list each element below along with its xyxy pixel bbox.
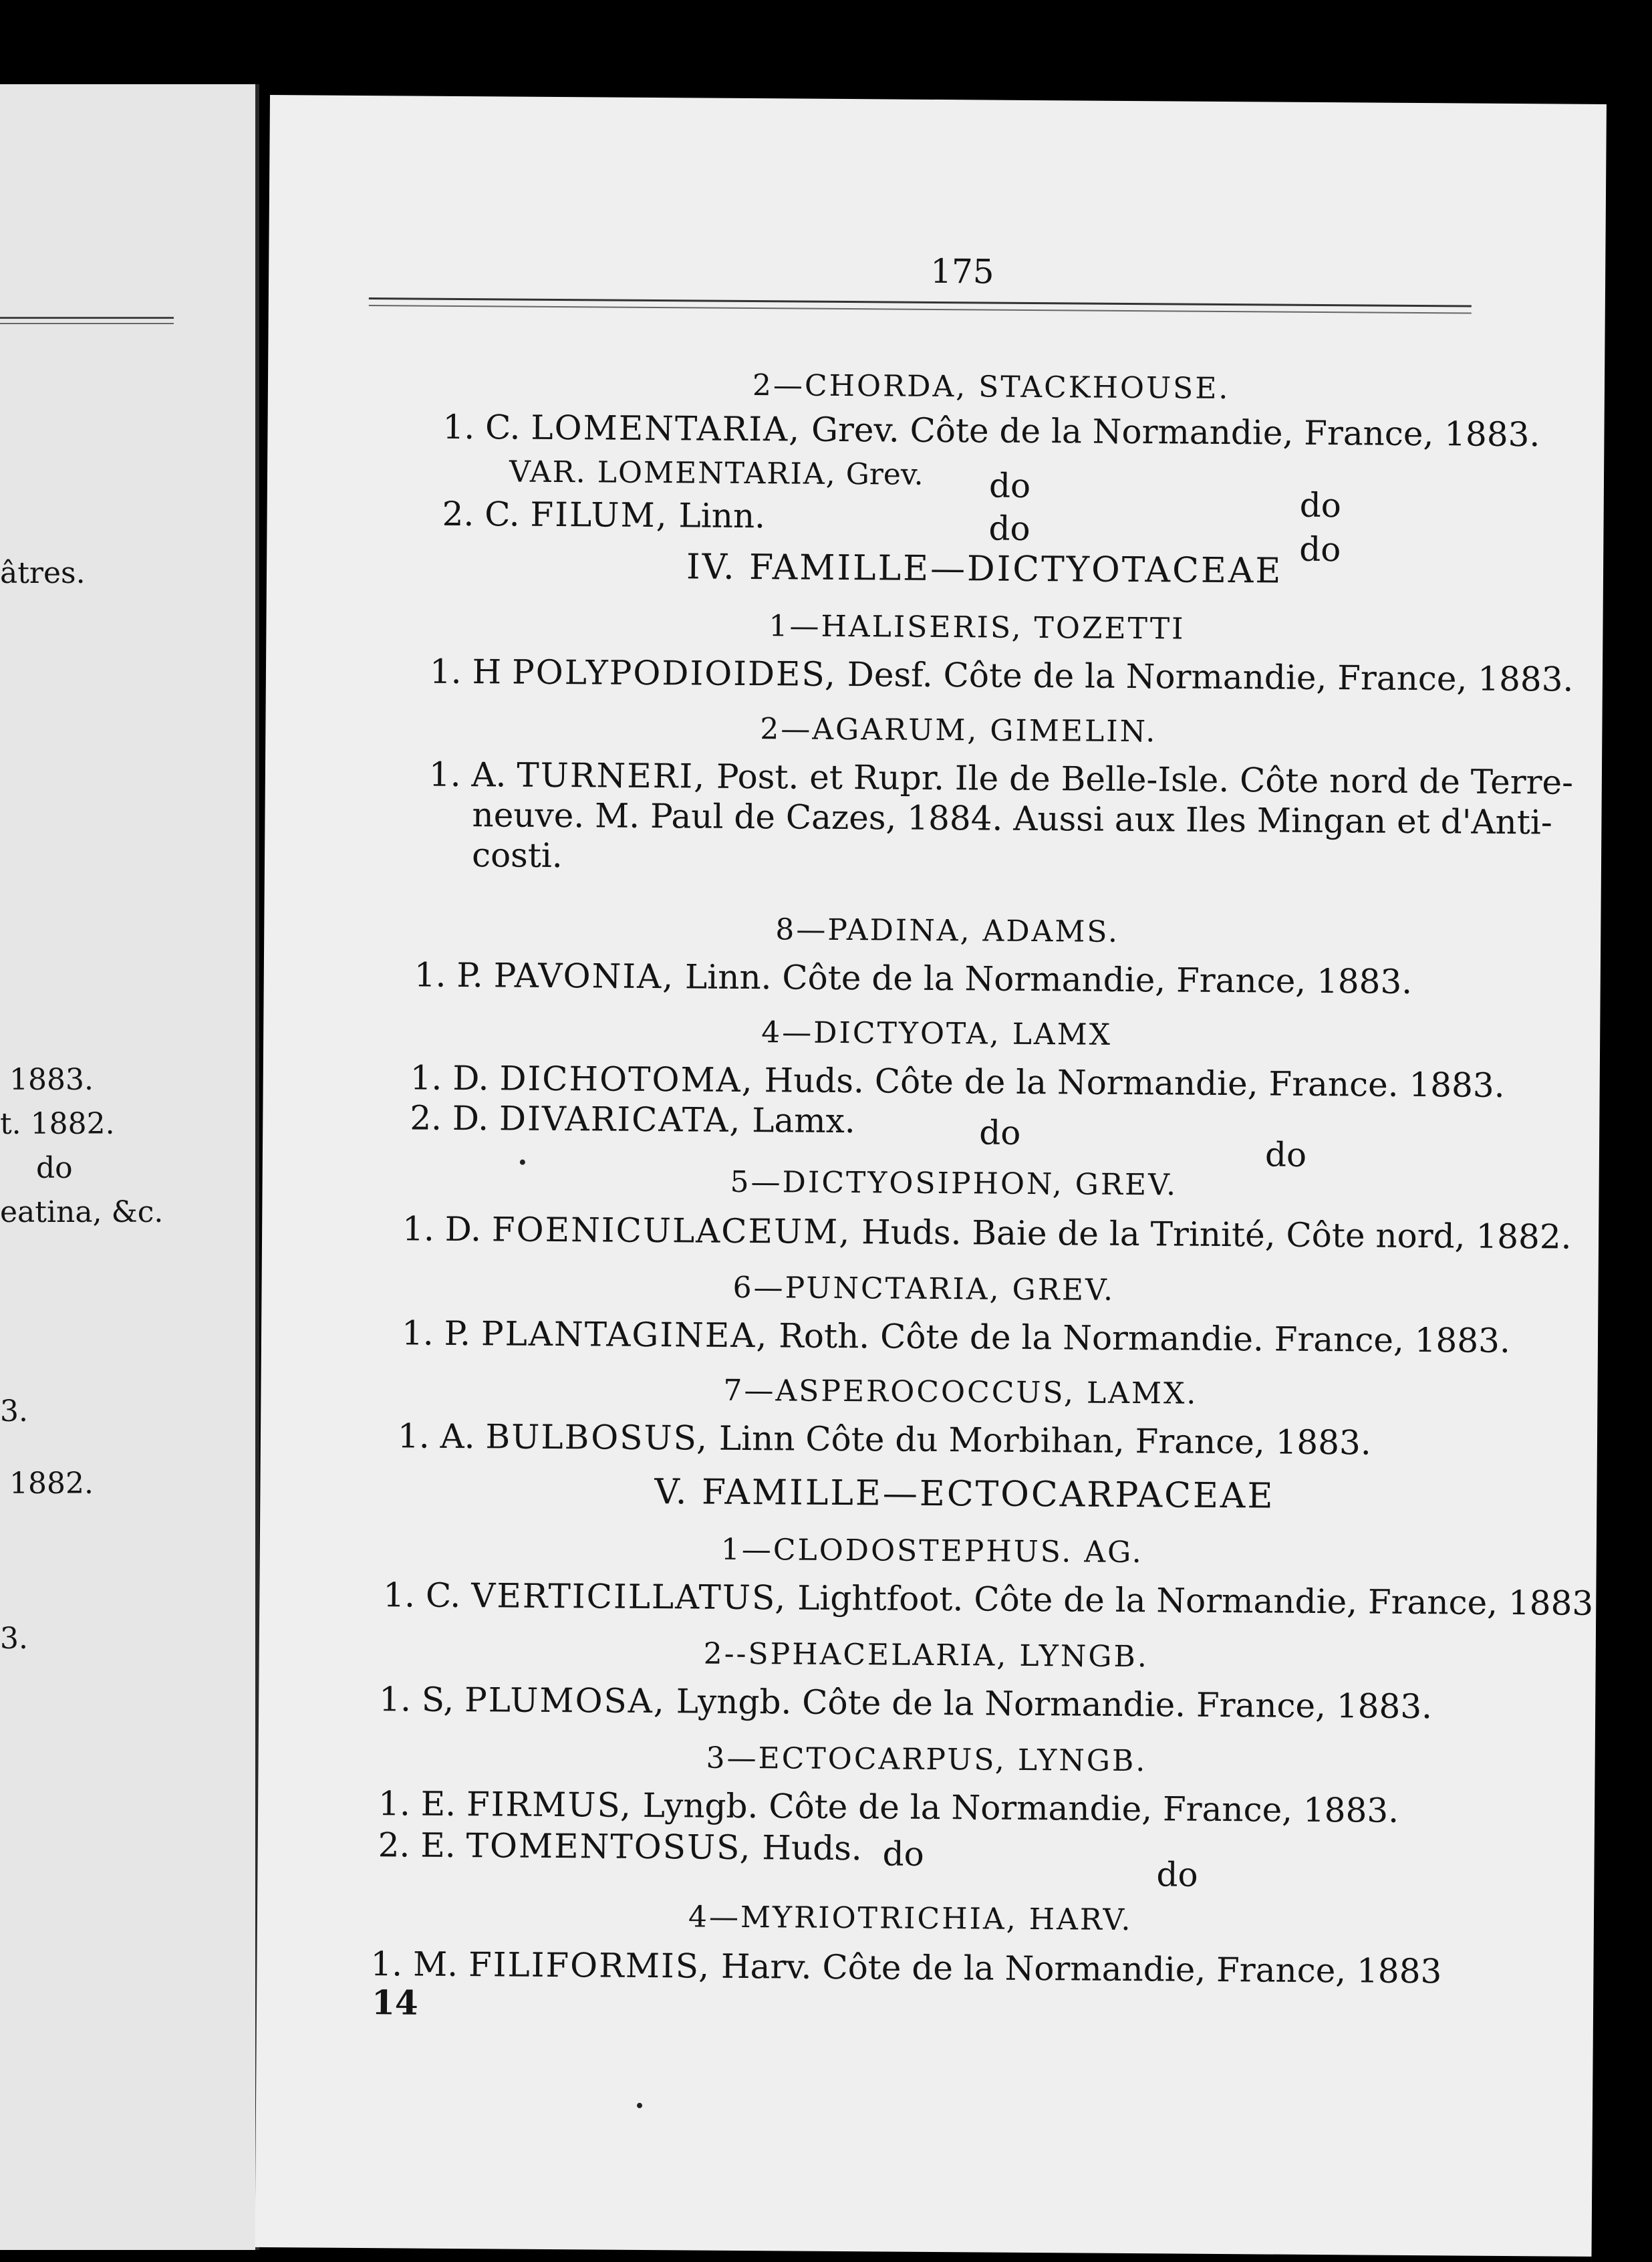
text-fragment: 1882.	[9, 1467, 94, 1501]
ditto-mark: do	[1264, 1135, 1307, 1174]
signature-mark: 14	[371, 1983, 418, 2023]
family-heading: IV. FAMILLE—DICTYOTACEAE	[686, 547, 1283, 592]
ink-speck	[520, 1160, 525, 1165]
genus-heading: 8—PADINA, ADAMS.	[775, 912, 1120, 949]
genus-heading: 1—CLODOSTEPHUS. AG.	[720, 1532, 1143, 1570]
ditto-mark: do	[988, 509, 1030, 548]
species-entry	[378, 1826, 862, 1868]
entry-continuation: costi.	[471, 836, 563, 876]
text-fragment: do	[36, 1151, 73, 1185]
text-fragment: 1883.	[9, 1063, 94, 1097]
entry-continuation: neuve. M. Paul de Cazes, 1884. Aussi aux Iles Mingan et d'Anti-	[472, 795, 1552, 842]
ditto-mark: do	[1156, 1855, 1198, 1894]
genus-heading: 2—CHORDA, STACKHOUSE.	[752, 368, 1230, 406]
species-entry	[414, 955, 1413, 1001]
page-number: 175	[930, 251, 994, 291]
species-entry	[383, 1576, 1605, 1623]
genus-heading: 5—DICTYOSIPHON, GREV.	[730, 1164, 1178, 1203]
ditto-mark: do	[988, 466, 1031, 505]
species-name: TOMENTOSUS,	[466, 1826, 752, 1868]
species-name: FILUM,	[530, 495, 668, 535]
ink-speck	[637, 2103, 642, 2108]
species-entry	[401, 1313, 1511, 1361]
entry-text: Grev.	[845, 457, 924, 492]
species-entry	[397, 1416, 1371, 1463]
species-name: PLUMOSA,	[464, 1680, 666, 1721]
text-fragment: eatina, &c.	[0, 1195, 164, 1229]
ditto-mark: do	[978, 1113, 1021, 1152]
entry-number: 2. C.	[442, 494, 520, 534]
genus-heading: 2--SPHACELARIA, LYNGB.	[703, 1636, 1149, 1674]
species-entry	[410, 1098, 855, 1141]
genus-heading: 2—AGARUM, GIMELIN.	[760, 712, 1157, 749]
species-entry	[370, 1944, 1442, 1991]
entry-text: Post. et Rupr. Ile de Belle-Isle. Côte nord de Terre-	[716, 757, 1574, 802]
species-entry	[410, 1058, 1505, 1105]
genus-heading: 4—MYRIOTRICHIA, HARV.	[688, 1900, 1133, 1938]
previous-page-fragment	[0, 84, 259, 2250]
species-name: POLYPODIOIDES,	[511, 652, 837, 694]
species-name: FOENICULACEUM,	[491, 1210, 851, 1252]
entry-text: Lyngb. Côte de la Normandie, France, 1883.	[642, 1785, 1399, 1830]
species-name: LOMENTARIA,	[531, 408, 801, 449]
ditto-mark: do	[1299, 529, 1341, 570]
entry-text: Huds. Baie de la Trinité, Côte nord, 1882.	[861, 1213, 1572, 1257]
entry-text: Harv. Côte de la Normandie, France, 1883	[720, 1946, 1442, 1991]
text-fragment: 3.	[0, 1394, 28, 1428]
entry-text: Grev. Côte de la Normandie, France, 1883.	[811, 410, 1540, 455]
entry-number: 1. P.	[414, 955, 484, 995]
ditto-mark: do	[1299, 485, 1342, 525]
species-name: VERTICILLATUS,	[471, 1576, 787, 1618]
entry-text: Lightfoot. Côte de la Normandie, France, 1883.	[797, 1578, 1605, 1623]
ditto-mark: do	[882, 1834, 924, 1874]
species-name: DICHOTOMA,	[499, 1059, 754, 1100]
family-heading: V. FAMILLE—ECTOCARPACEAE	[654, 1472, 1275, 1517]
text-fragment: âtres.	[0, 556, 86, 590]
entry-number: 1. D.	[402, 1209, 482, 1249]
species-entry	[429, 652, 1574, 699]
species-name: PLANTAGINEA,	[480, 1314, 769, 1356]
entry-text: Huds.	[762, 1828, 862, 1868]
header-rule	[369, 297, 1472, 314]
entry-text: Linn. Côte de la Normandie, France, 1883.	[684, 957, 1413, 1001]
text-fragment: 3.	[0, 1622, 28, 1656]
genus-heading: 4—DICTYOTA, LAMX	[761, 1015, 1113, 1052]
entry-text: Roth. Côte de la Normandie. France, 1883.	[779, 1316, 1511, 1361]
entry-number: 1. E.	[378, 1784, 456, 1824]
entry-number: 2. D.	[410, 1098, 489, 1138]
book-page	[255, 95, 1607, 2257]
species-name: FILIFORMIS,	[468, 1945, 711, 1986]
entry-number: 1. M.	[370, 1944, 458, 1985]
genus-heading: 1—HALISERIS, TOZETTI	[769, 609, 1186, 646]
header-rule	[0, 317, 174, 324]
entry-number: 1. P.	[401, 1313, 471, 1354]
genus-heading: 6—PUNCTARIA, GREV.	[732, 1270, 1115, 1307]
entry-text: Linn.	[678, 496, 766, 536]
genus-heading: 3—ECTOCARPUS, LYNGB.	[706, 1741, 1147, 1779]
species-entry	[442, 407, 1540, 455]
species-name: DIVARICATA,	[499, 1099, 742, 1140]
entry-text: Lyngb. Côte de la Normandie. France, 1883.	[676, 1682, 1433, 1727]
entry-number: 1. C.	[442, 407, 521, 447]
entry-number: 1. H	[429, 652, 502, 692]
species-name: PAVONIA,	[493, 956, 675, 997]
species-entry	[378, 1784, 1399, 1830]
entry-text: Huds. Côte de la Normandie, France. 1883.	[764, 1061, 1505, 1105]
species-entry	[509, 455, 924, 492]
entry-number: 1. D.	[410, 1058, 489, 1098]
species-name: FIRMUS,	[466, 1785, 633, 1825]
species-entry	[379, 1680, 1433, 1727]
species-entry	[428, 755, 1574, 802]
species-entry	[442, 494, 766, 536]
species-name: TURNERI,	[517, 755, 706, 796]
species-name: VAR. LOMENTARIA,	[509, 455, 837, 491]
text-fragment: t. 1882.	[0, 1107, 115, 1141]
entry-number: 1. S,	[379, 1680, 454, 1719]
entry-text: Linn Côte du Morbihan, France, 1883.	[718, 1418, 1371, 1463]
entry-number: 1. A.	[397, 1416, 475, 1457]
species-name: BULBOSUS,	[485, 1417, 709, 1458]
entry-number: 1. A.	[428, 755, 507, 795]
entry-number: 2. E.	[378, 1826, 456, 1866]
entry-text: Lamx.	[752, 1101, 855, 1141]
entry-text: Desf. Côte de la Normandie, France, 1883.	[847, 655, 1574, 699]
entry-number: 1. C.	[383, 1576, 461, 1616]
species-entry	[402, 1209, 1572, 1257]
genus-heading: 7—ASPEROCOCCUS, LAMX.	[723, 1373, 1198, 1411]
